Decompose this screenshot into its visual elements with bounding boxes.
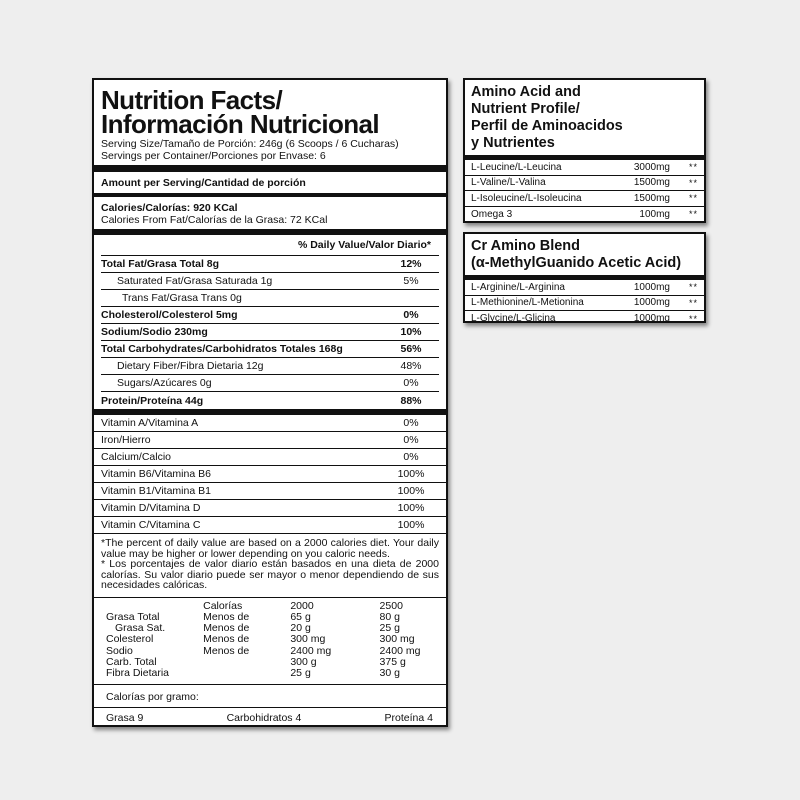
table-cell: Menos de xyxy=(203,644,250,657)
nutrient-label: Total Carbohydrates/Carbohidratos Totales 168g xyxy=(101,343,343,355)
table-cell: 375 g xyxy=(379,655,406,668)
item-quantity: 3000mg xyxy=(633,161,670,173)
nutrient-row-carbohydrates xyxy=(101,341,439,358)
table-cell: 300 mg xyxy=(290,633,326,646)
table-cell: 2400 mg xyxy=(379,644,421,657)
vitamin-label: Vitamin C/Vitamina C xyxy=(101,519,201,531)
item-dv: ** xyxy=(688,297,698,308)
nutrient-label: Saturated Fat/Grasa Saturada 1g xyxy=(117,275,273,287)
title-line: (α-MethylGuanido Acetic Acid) xyxy=(471,255,682,271)
list-item xyxy=(465,160,704,176)
item-quantity: 1000mg xyxy=(633,281,670,293)
vitamin-label: Iron/Hierro xyxy=(101,434,151,446)
table-row xyxy=(106,634,439,645)
per-gram-fat: Grasa 9 xyxy=(106,711,144,724)
footnote-english: *The percent of daily value are based on a 2000 calories diet. Your daily value may be higher or lower depending on you caloric needs. xyxy=(101,537,439,560)
table-cell xyxy=(203,668,290,679)
table-cell: 2500 xyxy=(379,599,403,612)
vitamin-row xyxy=(94,449,446,466)
footnote-spanish: * Los porcentajes de valor diario están basados en una dieta de 2000 calorías. Su valor diario puede ser mayor o menor dependiendo de sus necesidades calóricas. xyxy=(101,558,439,591)
label-title xyxy=(101,85,439,139)
table-cell: Sodio xyxy=(106,644,133,657)
item-name: L-Valine/L-Valina xyxy=(471,177,546,189)
title-line: Amino Acid and xyxy=(471,84,581,100)
amino-profile-title xyxy=(465,80,704,152)
list-item xyxy=(465,296,704,312)
per-gram-protein: Proteína 4 xyxy=(384,711,433,724)
vitamin-label: Vitamin D/Vitamina D xyxy=(101,502,201,514)
vitamin-row xyxy=(94,415,446,432)
item-dv: ** xyxy=(688,193,698,204)
item-dv: ** xyxy=(688,162,698,173)
nutrient-pct: 0% xyxy=(403,309,419,321)
footnotes xyxy=(101,534,439,597)
table-cell: Grasa Total xyxy=(106,610,160,623)
calories-per-gram-row xyxy=(101,708,439,724)
nutrient-pct: 88% xyxy=(400,394,422,407)
table-cell: 2000 xyxy=(290,599,314,612)
title-line-2: Información Nutricional xyxy=(101,109,380,139)
item-dv: ** xyxy=(688,282,698,293)
vitamin-list xyxy=(101,415,439,534)
item-name: L-Leucine/L-Leucina xyxy=(471,161,562,173)
nutrient-pct: 10% xyxy=(400,326,422,338)
table-row xyxy=(106,668,439,679)
table-cell: 25 g xyxy=(290,667,311,680)
vitamin-label: Vitamin B6/Vitamina B6 xyxy=(101,468,211,480)
nutrition-facts-label xyxy=(92,78,448,727)
vitamin-pct: 100% xyxy=(397,485,425,497)
vitamin-pct: 100% xyxy=(397,468,425,480)
calories-per-gram-title: Calorías por gramo: xyxy=(106,690,199,703)
item-name: L-Arginine/L-Arginina xyxy=(471,281,565,293)
list-item xyxy=(465,311,704,327)
item-name: L-Isoleucine/L-Isoleucina xyxy=(471,192,582,204)
table-cell: Menos de xyxy=(203,633,250,646)
amount-per-serving: Amount per Serving/Cantidad de porción xyxy=(101,177,306,189)
item-dv: ** xyxy=(688,209,698,220)
servings-per-container: Servings per Container/Porciones por Envase: 6 xyxy=(101,149,326,162)
table-cell: Colesterol xyxy=(106,633,154,646)
vitamin-pct: 0% xyxy=(403,417,419,429)
nutrient-label: Protein/Proteína 44g xyxy=(101,394,204,407)
nutrient-row-sugars xyxy=(101,375,439,392)
item-quantity: 100mg xyxy=(639,208,670,220)
nutrient-label: Sugars/Azúcares 0g xyxy=(117,377,212,389)
calories: Calories/Calorías: 920 KCal xyxy=(101,202,238,214)
item-quantity: 1500mg xyxy=(633,177,670,189)
item-name: L-Methionine/L-Metionina xyxy=(471,297,584,309)
vitamin-row xyxy=(94,517,446,534)
daily-values-table xyxy=(101,598,439,684)
table-cell: Menos de xyxy=(203,610,250,623)
vitamin-label: Calcium/Calcio xyxy=(101,451,172,463)
nutrient-row-saturated-fat xyxy=(101,273,439,290)
title-line: y Nutrientes xyxy=(471,135,555,151)
vitamin-pct: 0% xyxy=(403,451,419,463)
title-line: Perfil de Aminoacidos xyxy=(471,118,623,134)
vitamin-row xyxy=(94,483,446,500)
table-cell: 300 g xyxy=(290,655,317,668)
table-cell: 20 g xyxy=(290,622,311,635)
nutrient-label: Dietary Fiber/Fibra Dietaria 12g xyxy=(117,360,264,372)
nutrient-list xyxy=(101,256,439,409)
nutrient-label: Trans Fat/Grasa Trans 0g xyxy=(122,292,242,304)
list-item xyxy=(465,280,704,296)
item-quantity: 1000mg xyxy=(633,297,670,309)
list-item xyxy=(465,191,704,207)
nutrient-row-trans-fat xyxy=(101,290,439,307)
item-name: L-Glycine/L-Glicina xyxy=(471,313,556,325)
vitamin-row xyxy=(94,432,446,449)
amino-profile-list xyxy=(465,160,704,222)
table-cell: 2400 mg xyxy=(290,644,332,657)
item-dv: ** xyxy=(688,177,698,188)
table-cell: Grasa Sat. xyxy=(115,622,166,635)
nutrient-pct: 48% xyxy=(400,360,422,372)
item-dv: ** xyxy=(688,313,698,324)
serving-size: Serving Size/Tamaño de Porción: 246g (6 Scoops / 6 Cucharas) xyxy=(101,138,399,150)
vitamin-row xyxy=(94,500,446,517)
nutrient-label: Cholesterol/Colesterol 5mg xyxy=(101,309,238,321)
amino-acid-profile-panel xyxy=(463,78,706,223)
vitamin-pct: 0% xyxy=(403,434,419,446)
vitamin-pct: 100% xyxy=(397,502,425,514)
nutrient-pct: 0% xyxy=(403,377,419,389)
title-line: Cr Amino Blend xyxy=(471,238,581,254)
nutrient-pct: 56% xyxy=(400,343,422,355)
title-line: Nutrient Profile/ xyxy=(471,101,580,117)
table-cell: Carb. Total xyxy=(106,655,157,668)
table-cell: Calorías xyxy=(203,599,243,612)
per-gram-carbs: Carbohidratos 4 xyxy=(226,711,302,724)
calories-from-fat: Calories From Fat/Calorías de la Grasa: 72 KCal xyxy=(101,214,328,226)
table-cell: 80 g xyxy=(379,610,400,623)
vitamin-label: Vitamin A/Vitamina A xyxy=(101,417,199,429)
cr-blend-title xyxy=(465,234,704,272)
table-cell: 300 mg xyxy=(379,633,415,646)
table-cell: Menos de xyxy=(203,622,250,635)
daily-value-header: % Daily Value/Valor Diario* xyxy=(297,239,431,251)
nutrient-row-dietary-fiber xyxy=(101,358,439,375)
cr-amino-blend-panel xyxy=(463,232,706,323)
item-quantity: 1000mg xyxy=(633,313,670,325)
table-cell: 30 g xyxy=(379,667,400,680)
vitamin-row xyxy=(94,466,446,483)
nutrient-label: Total Fat/Grasa Total 8g xyxy=(101,258,220,270)
table-cell: 65 g xyxy=(290,610,311,623)
nutrient-row-cholesterol xyxy=(101,307,439,324)
nutrient-row-protein xyxy=(101,392,439,409)
nutrient-pct: 5% xyxy=(403,275,419,287)
cr-blend-list xyxy=(465,280,704,327)
list-item xyxy=(465,176,704,192)
table-cell: 25 g xyxy=(379,622,400,635)
divider-thick xyxy=(94,165,446,172)
item-quantity: 1500mg xyxy=(633,192,670,204)
nutrient-row-sodium xyxy=(101,324,439,341)
title-line-1: Nutrition Facts/ xyxy=(101,85,283,115)
vitamin-pct: 100% xyxy=(397,519,425,531)
item-name: Omega 3 xyxy=(471,208,513,220)
nutrient-row-total-fat xyxy=(101,256,439,273)
calories-block xyxy=(101,197,439,229)
table-cell xyxy=(203,657,290,668)
vitamin-label: Vitamin B1/Vitamina B1 xyxy=(101,485,211,497)
list-item xyxy=(465,207,704,223)
nutrient-label: Sodium/Sodio 230mg xyxy=(101,326,208,338)
table-cell: Fibra Dietaria xyxy=(106,667,170,680)
nutrient-pct: 12% xyxy=(400,258,422,270)
